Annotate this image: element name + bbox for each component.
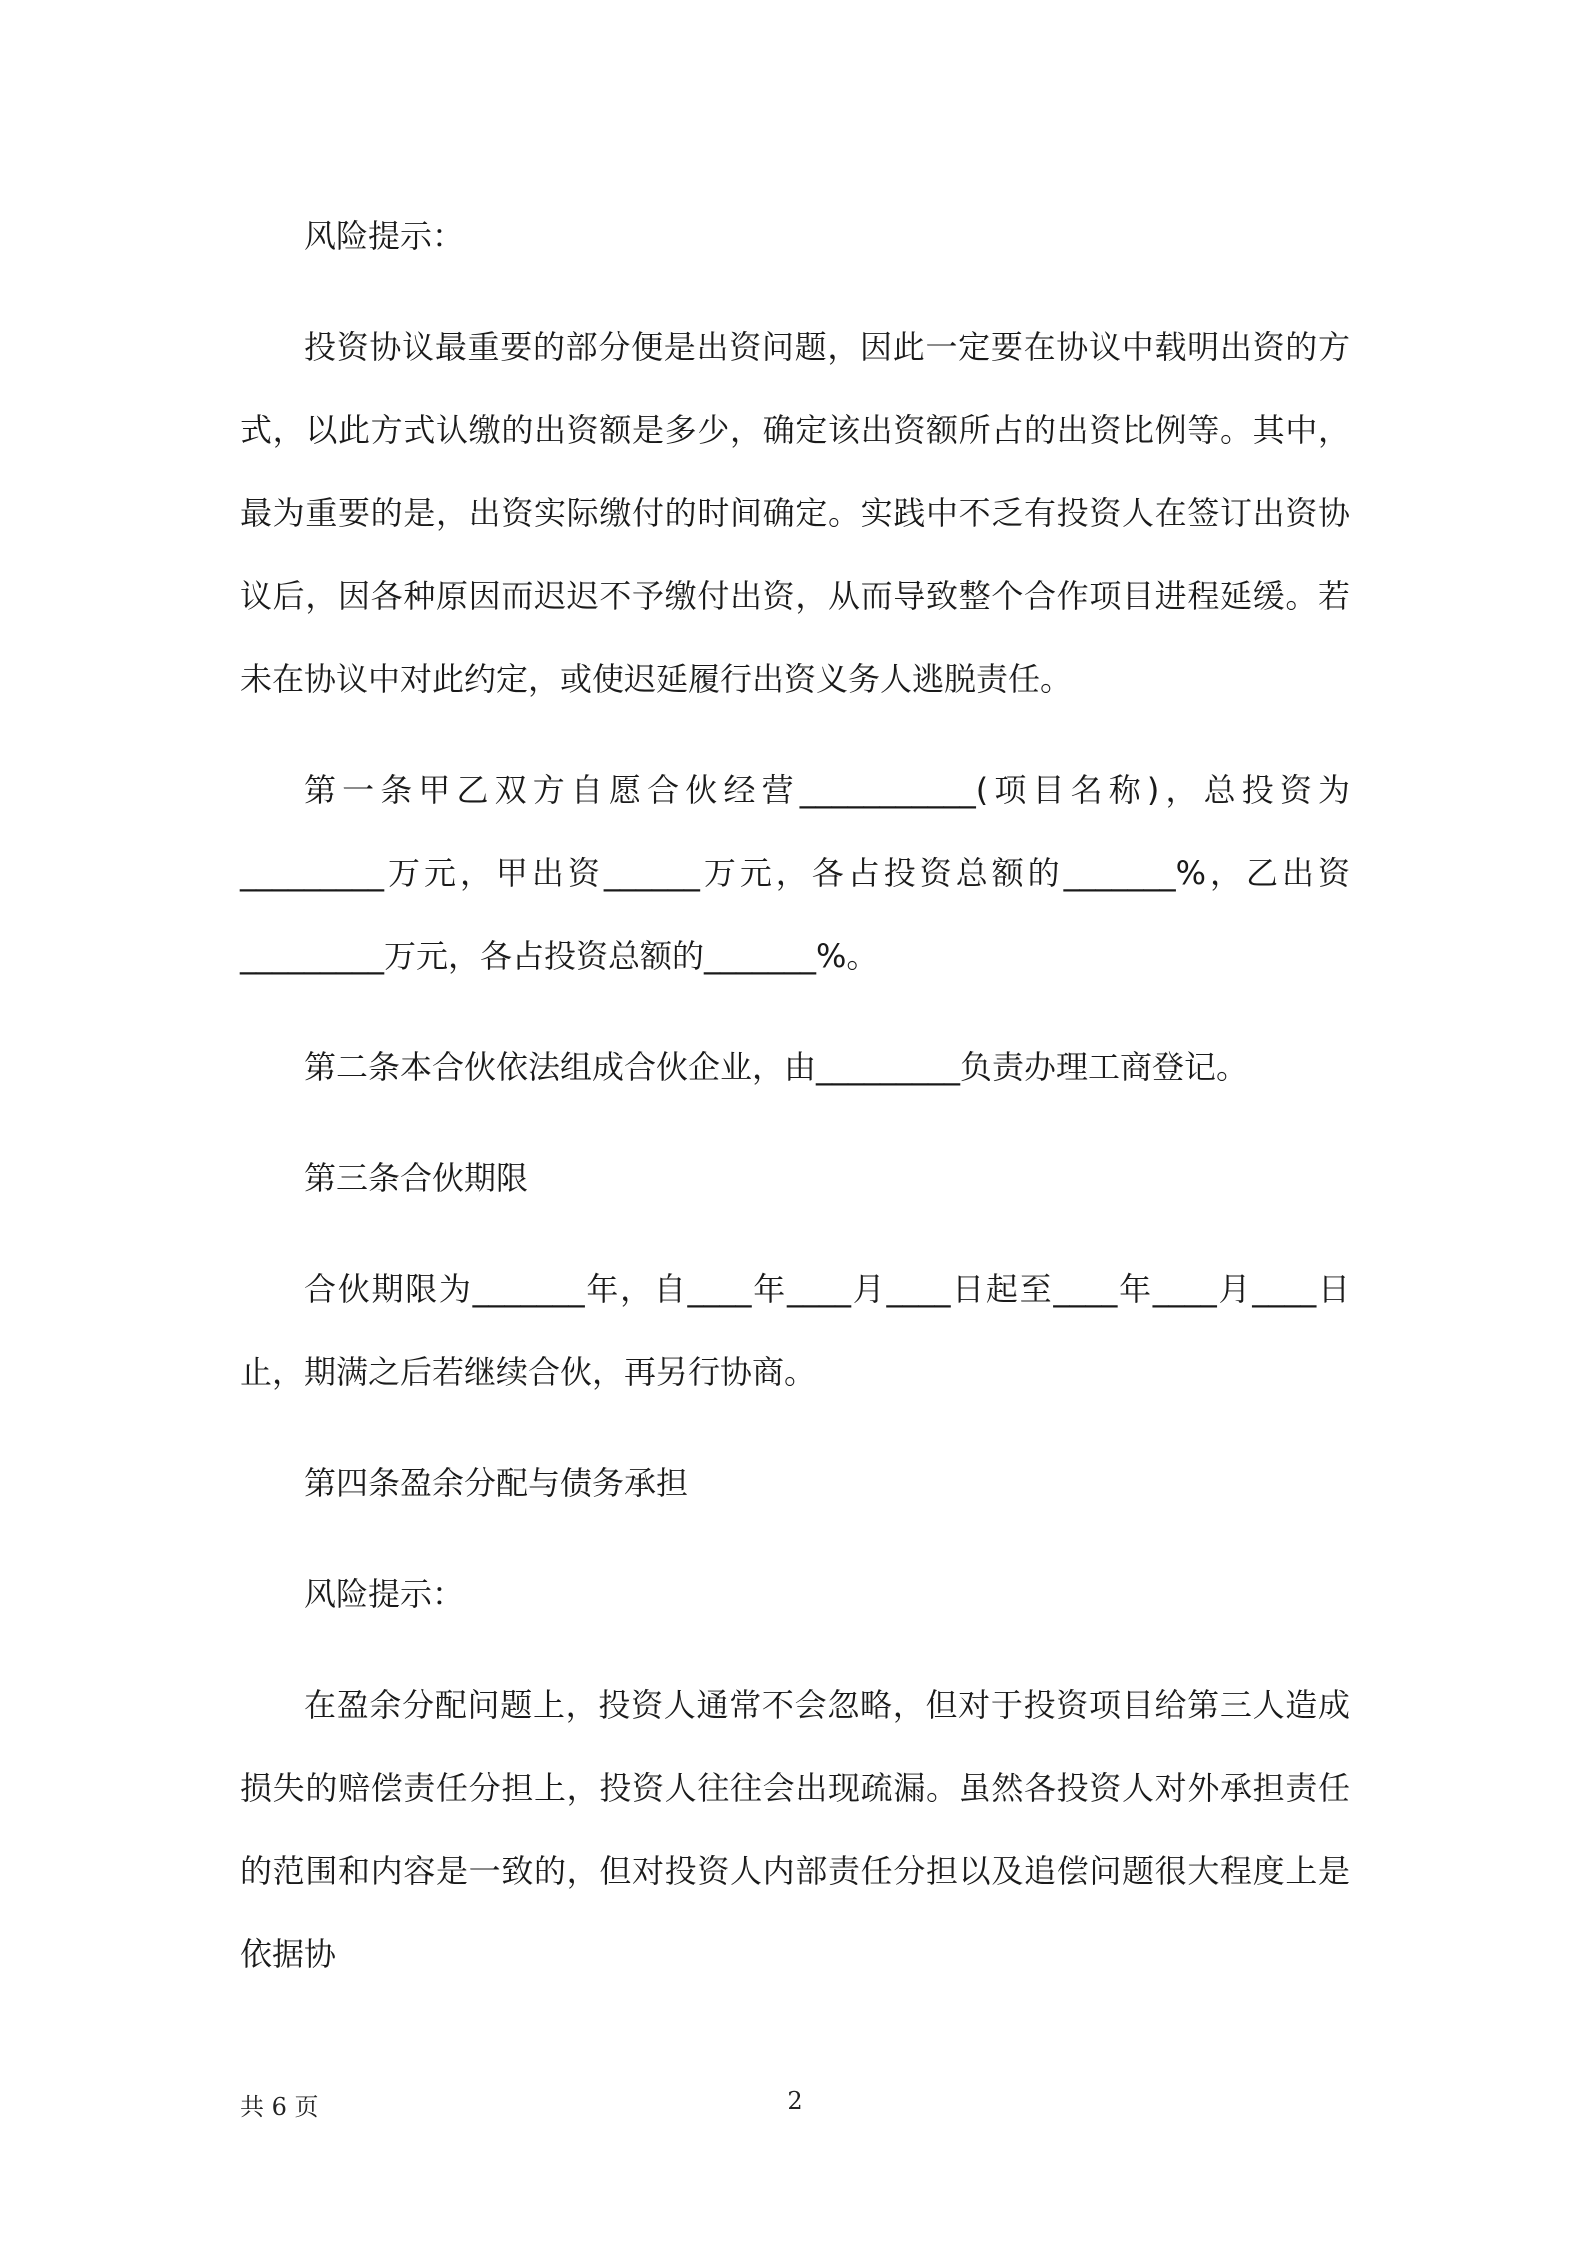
risk-notice-heading-2: 风险提示：: [304, 1575, 465, 1613]
paragraph-profit-risk: 在盈余分配问题上，投资人通常不会忽略，但对于投资项目给第三人造成损失的赔偿责任分担上，投资人往往会出现疏漏。虽然各投资人对外承担责任的范围和内容是一致的，但对投资人内部责任分担以及追偿问题很大程度上是依据协: [240, 1686, 1350, 1973]
footer-total-pages: 共 6 页: [240, 2093, 319, 2121]
article-4-heading: 第四条盈余分配与债务承担: [304, 1464, 689, 1502]
article-3-heading: 第三条合伙期限: [304, 1159, 529, 1197]
document-body: [240, 195, 1350, 2024]
article-2: 第二条本合伙依法组成合伙企业，由_________负责办理工商登记。: [304, 1048, 1249, 1086]
footer-page-number: 2: [787, 2087, 803, 2115]
article-1: 第一条甲乙双方自愿合伙经营___________(项目名称)，总投资为_________万元，甲出资______万元，各占投资总额的_______%，乙出资_________万元，各占投资总额的_______%。: [240, 771, 1350, 975]
risk-notice-heading: 风险提示：: [304, 217, 465, 255]
article-3-term: 合伙期限为_______年，自____年____月____日起至____年____月____日止，期满之后若继续合伙，再另行协商。: [240, 1270, 1350, 1391]
paragraph-investment-risk: 投资协议最重要的部分便是出资问题，因此一定要在协议中载明出资的方式，以此方式认缴的出资额是多少，确定该出资额所占的出资比例等。其中，最为重要的是，出资实际缴付的时间确定。实践中不乏有投资人在签订出资协议后，因各种原因而迟迟不予缴付出资，从而导致整个合作项目进程延缓。若未在协议中对此约定，或使迟延履行出资义务人逃脱责任。: [240, 328, 1350, 698]
